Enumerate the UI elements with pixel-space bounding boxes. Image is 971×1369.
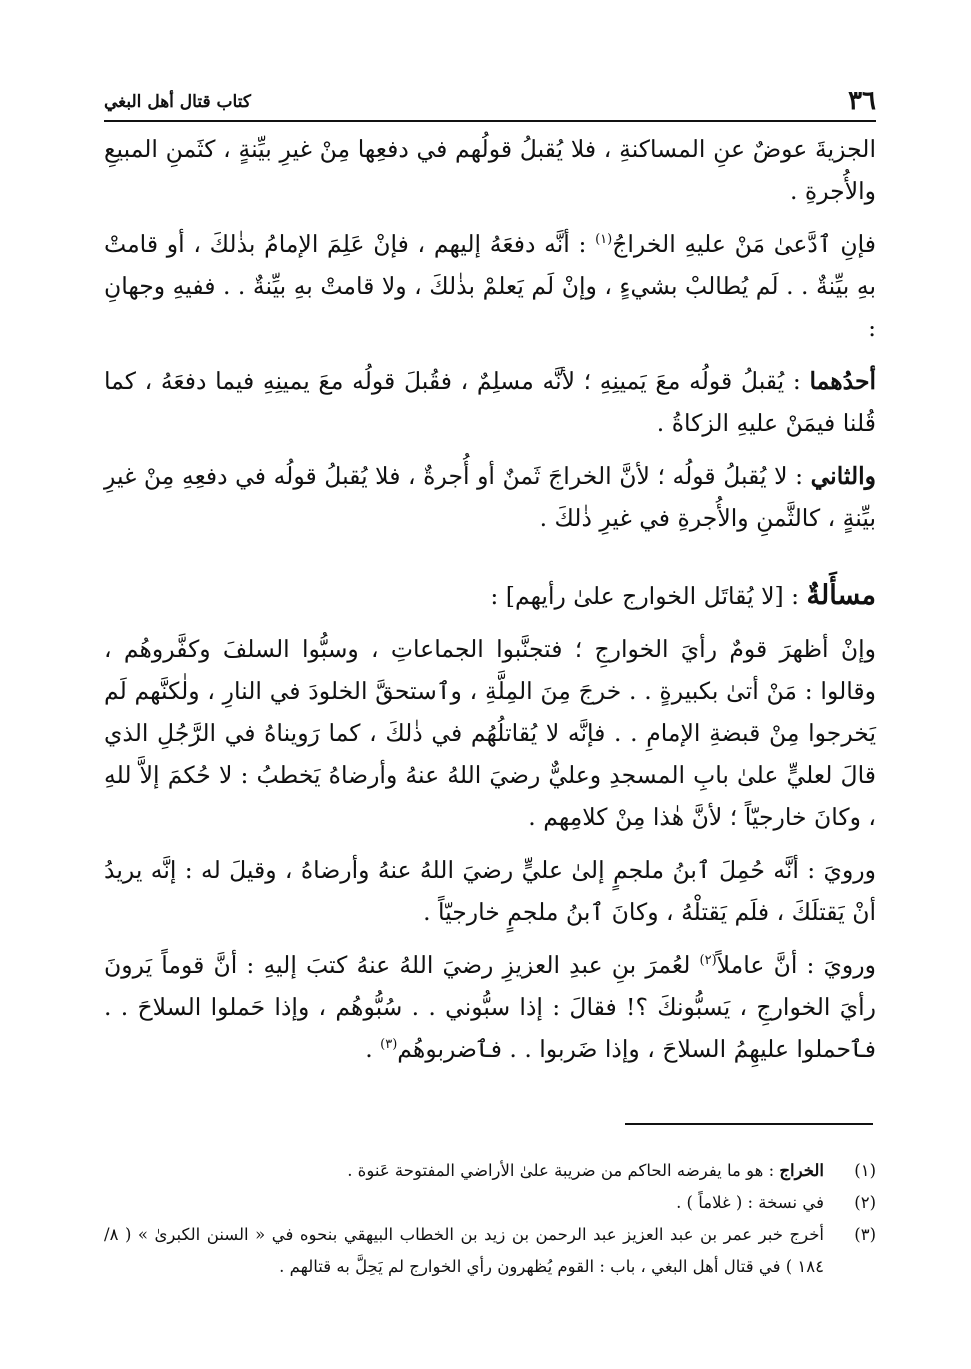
- section-heading: [104, 575, 876, 617]
- paragraph-khawarij: [104, 628, 876, 838]
- paragraph-first-view: [104, 360, 876, 444]
- footnote-number: (٣): [854, 1225, 876, 1244]
- page-number: ٣٦: [848, 86, 876, 116]
- footnote-ref-2[interactable]: (٢): [699, 953, 717, 969]
- footnote-number: (١): [854, 1161, 876, 1180]
- paragraph-kharaj-claim: [104, 223, 876, 349]
- lead-word-second: والثاني: [810, 462, 876, 490]
- page-header: [104, 86, 876, 122]
- paragraph-jizya: [104, 128, 876, 212]
- heading-word-masala: مسأَلةٌ: [806, 580, 876, 611]
- footnote-ref-3[interactable]: (٣): [380, 1037, 398, 1053]
- footnote-text: [104, 1187, 824, 1219]
- footnote-2: [104, 1187, 876, 1219]
- paragraph-text: : لا يُقبلُ قولُه ؛ لأنَّ الخراجَ ثَمنٌ أو أُجرةٌ ، فلا يُقبلُ قولُه في دفعِهِ مِنْ غيرِ بيِّنةٍ ، كالثَّمنِ والأُجرةِ في غيرِ ذٰلكَ .: [104, 462, 876, 532]
- paragraph-umar-abdulaziz: [104, 944, 876, 1070]
- paragraph-ibn-muljam: [104, 849, 876, 933]
- lead-word-first: أحدُهما: [809, 367, 876, 395]
- paragraph-text: لعُمرَ بنِ عبدِ العزيزِ رضيَ اللهُ عنهُ كتبَ إليهِ : أنَّ قوماً يَرونَ رأيَ الخوارجِ ، يَسبُّونكَ ؟! فقالَ : إذا سبُّوني . . سُبُّوهُم ، وإذا حَملوا السلاحَ . . فٱحملوا عليهِمُ السلاحَ ، وإذا ضَربوا . . فٱضربوهُم: [104, 951, 876, 1063]
- footnotes: [104, 1155, 876, 1283]
- paragraph-text: الجزيةَ عوضٌ عنِ المساكنةِ ، فلا يُقبلُ قولُهم في دفعِها مِنْ غيرِ بيِّنةٍ ، كثَمنِ المبيعِ والأُجرةِ .: [104, 135, 876, 205]
- paragraph-text: ورويَ : أنَّه حُمِلَ ٱبنُ ملجمٍ إلىٰ عليٍّ رضيَ اللهُ عنهُ وأرضاهُ ، وقيلَ له : إنَّه يريدُ أنْ يَقتلَكَ ، فلَم يَقتلْهُ ، وكانَ ٱبنُ ملجمٍ خارجيّاً .: [104, 856, 876, 926]
- footnote-term: الخراج: [779, 1161, 824, 1180]
- footnote-body: في نسخة : ( غلاماً ) .: [676, 1193, 824, 1212]
- footnote-text: [104, 1155, 824, 1187]
- footnote-body: : هو ما يفرضه الحاكم من ضريبة علىٰ الأراضي المفتوحة عَنوة .: [347, 1161, 780, 1180]
- paragraph-text: ورويَ : أنَّ عاملاً: [716, 951, 876, 979]
- paragraph-text: : يُقبلُ قولُه معَ يَمينِهِ ؛ لأنَّه مسلِمٌ ، فقُبلَ قولُه معَ يمينِهِ فيما دفعَهُ ، كما قُلنا فيمَنْ عليهِ الزكاةُ .: [104, 367, 876, 437]
- footnote-1: [104, 1155, 876, 1187]
- main-text: [104, 128, 876, 1081]
- footnote-body: أخرج خبر عمر بن عبد العزيز عبد الرحمن بن زيد بن الخطاب البيهقي بنحوه في « السنن الكبرىٰ » ( ٨/ ١٨٤ ) في قتال أهل البغي ، باب : القوم يُظهرون رأي الخوارج لم يَحِلَّ به قتالهم .: [104, 1225, 824, 1276]
- footnote-3: [104, 1219, 876, 1283]
- paragraph-text: .: [365, 1035, 381, 1063]
- footnote-number: (٢): [854, 1193, 876, 1212]
- paragraph-second-view: [104, 455, 876, 539]
- paragraph-text: : أنَّه دفعَهُ إليهم ، فإنْ عَلِمَ الإمامُ بذٰلكَ ، أو قامتْ بهِ بيِّنةٌ . . لَم يُطالبْ بشيءٍ ، وإنْ لَم يَعلمْ بذٰلكَ ، ولا قامتْ بهِ بيِّنةٌ . . ففيهِ وجهانِ :: [104, 230, 876, 342]
- paragraph-text: فإنِ ٱدَّعىٰ مَنْ عليهِ الخراجُ: [612, 230, 876, 258]
- running-title: كتاب قتال أهل البغي: [104, 92, 251, 112]
- footnote-ref-1[interactable]: (١): [595, 232, 613, 248]
- footnote-text: [104, 1219, 824, 1283]
- footnote-separator: [625, 1123, 873, 1125]
- heading-title: : [لا يُقاتَل الخوارج علىٰ رأيهم] :: [490, 582, 807, 610]
- paragraph-text: وإنْ أظهرَ قومٌ رأيَ الخوارجِ ؛ فتجنَّبوا الجماعاتِ ، وسبُّوا السلفَ وكفَّروهُم ، وقالوا : مَنْ أتىٰ بكبيرةٍ . . خرجَ مِنَ المِلَّةِ ، وٱستحقَّ الخلودَ في النارِ ، ولٰكنَّهم لَم يَخرجوا مِنْ قبضةِ الإمامِ . . فإنَّه لا يُقاتلُهُم في ذٰلكَ ، كما رَويناهُ في الرَّجُلِ الذي قالَ لعليٍّ علىٰ بابِ المسجدِ وعليٌّ رضيَ اللهُ عنهُ وأرضاهُ يَخطبُ : لا حُكمَ إلاَّ للهِ ، وكانَ خارجيّاً ؛ لأنَّ هٰذا مِنْ كلامِهم .: [104, 635, 876, 831]
